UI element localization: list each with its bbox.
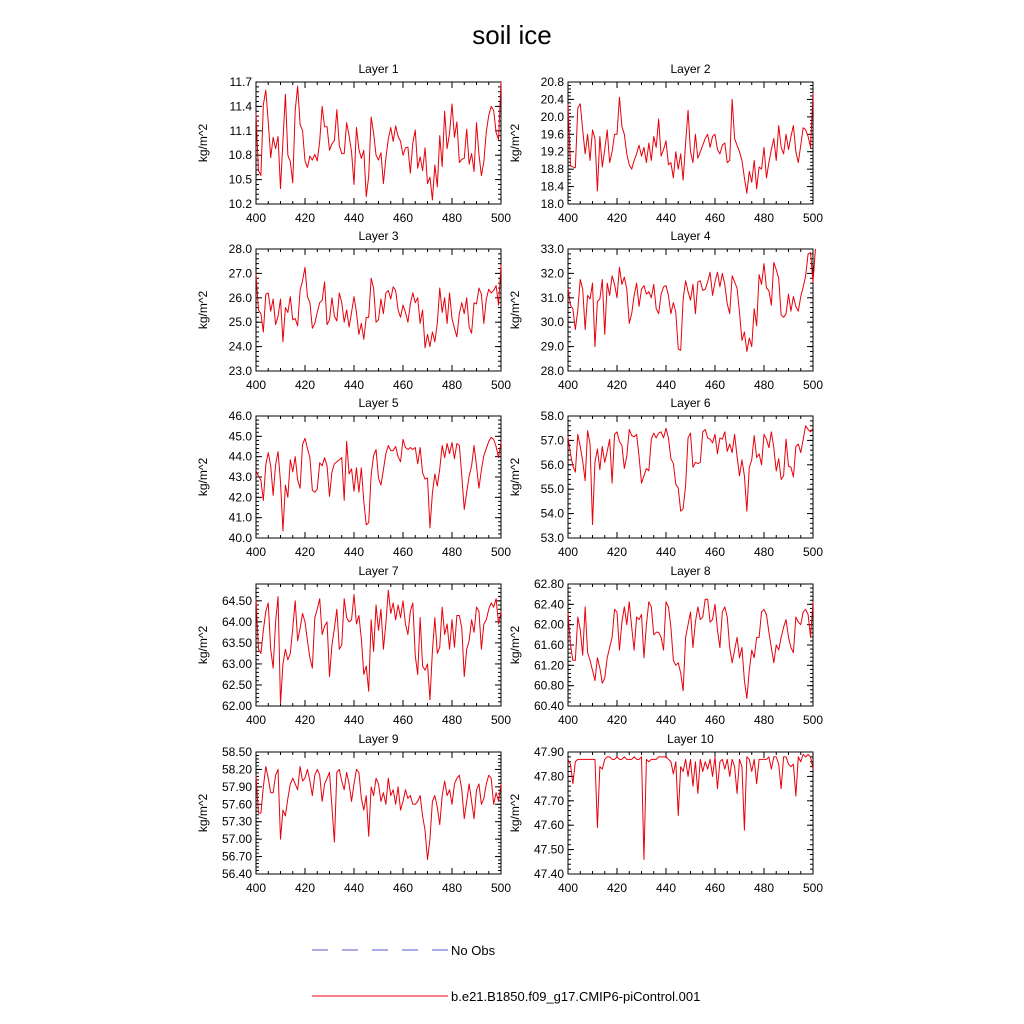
y-tick-label: 10.2	[228, 197, 252, 211]
y-tick-label: 18.8	[540, 162, 564, 177]
y-axis-label: kg/m^2	[508, 793, 522, 833]
x-tick-label: 480	[441, 545, 463, 559]
y-tick-label: 63.50	[221, 635, 252, 650]
series-line	[568, 599, 813, 698]
x-tick-label: 460	[392, 211, 414, 225]
y-tick-label: 23.0	[228, 364, 252, 378]
x-tick-label: 440	[655, 545, 677, 559]
series-line	[256, 82, 501, 200]
series-line	[256, 437, 501, 531]
x-tick-label: 500	[490, 211, 512, 225]
panel-title: Layer 9	[358, 732, 399, 746]
x-tick-label: 480	[753, 713, 775, 727]
y-tick-label: 61.20	[533, 658, 564, 673]
y-tick-label: 27.0	[228, 266, 252, 281]
x-tick-label: 420	[294, 713, 316, 727]
y-tick-label: 57.60	[221, 797, 252, 812]
x-tick-label: 440	[343, 211, 365, 225]
x-tick-label: 420	[606, 713, 628, 727]
y-tick-label: 28.0	[540, 364, 564, 378]
y-tick-label: 58.20	[221, 762, 252, 777]
series-line	[568, 754, 813, 859]
y-tick-label: 19.6	[540, 127, 564, 142]
x-tick-label: 500	[490, 545, 512, 559]
y-axis-label: kg/m^2	[508, 457, 522, 497]
y-tick-label: 54.0	[540, 506, 564, 521]
x-tick-label: 500	[802, 211, 824, 225]
y-tick-label: 11.7	[229, 75, 252, 89]
y-tick-label: 25.0	[228, 315, 252, 330]
y-tick-label: 53.0	[540, 531, 564, 545]
x-tick-label: 500	[490, 378, 512, 392]
y-tick-label: 61.60	[533, 638, 564, 652]
y-axis-label: kg/m^2	[196, 457, 210, 497]
plot-frame	[256, 249, 501, 371]
panel-layer-5	[196, 396, 511, 559]
x-tick-label: 440	[343, 378, 365, 392]
y-tick-label: 56.0	[540, 457, 564, 472]
y-tick-label: 47.40	[533, 867, 564, 881]
panel-layer-7	[196, 564, 511, 727]
y-tick-label: 18.4	[540, 179, 564, 194]
y-tick-label: 20.8	[540, 75, 564, 89]
panel-title: Layer 2	[670, 62, 711, 76]
x-tick-label: 500	[802, 545, 824, 559]
x-tick-label: 400	[557, 713, 579, 727]
panel-title: Layer 10	[667, 732, 714, 746]
x-tick-label: 400	[245, 881, 267, 895]
x-tick-label: 420	[606, 881, 628, 895]
series-line	[568, 249, 815, 351]
x-tick-label: 420	[606, 211, 628, 225]
x-tick-label: 480	[753, 378, 775, 392]
y-tick-label: 41.0	[228, 510, 252, 525]
x-tick-label: 460	[704, 545, 726, 559]
y-axis-label: kg/m^2	[508, 123, 522, 163]
x-tick-label: 440	[655, 211, 677, 225]
x-tick-label: 400	[245, 211, 267, 225]
x-tick-label: 440	[655, 378, 677, 392]
y-tick-label: 62.80	[533, 577, 564, 591]
series-line	[256, 265, 501, 348]
y-tick-label: 64.00	[221, 614, 252, 629]
x-tick-label: 420	[294, 545, 316, 559]
x-tick-label: 420	[294, 378, 316, 392]
panel-layer-2	[508, 62, 823, 225]
plot-frame	[256, 584, 501, 706]
y-tick-label: 62.40	[533, 597, 564, 612]
x-tick-label: 400	[245, 713, 267, 727]
y-axis-label: kg/m^2	[196, 290, 210, 330]
panel-title: Layer 1	[358, 62, 399, 76]
panel-title: Layer 8	[670, 564, 711, 578]
y-tick-label: 18.0	[540, 197, 564, 211]
panel-layer-9	[196, 732, 511, 895]
y-tick-label: 26.0	[228, 290, 252, 305]
y-tick-label: 58.0	[540, 409, 564, 423]
y-tick-label: 47.90	[533, 745, 564, 759]
panel-layer-8	[508, 564, 823, 727]
y-tick-label: 56.40	[221, 867, 252, 881]
y-tick-label: 57.30	[221, 814, 252, 829]
y-tick-label: 11.1	[229, 123, 252, 138]
series-line	[568, 93, 813, 193]
x-tick-label: 440	[343, 881, 365, 895]
x-tick-label: 400	[245, 545, 267, 559]
y-tick-label: 19.2	[540, 144, 564, 159]
panel-title: Layer 4	[670, 229, 711, 243]
y-tick-label: 62.00	[221, 699, 252, 713]
y-tick-label: 47.80	[533, 769, 564, 784]
x-tick-label: 500	[490, 713, 512, 727]
x-tick-label: 420	[606, 378, 628, 392]
x-tick-label: 440	[343, 713, 365, 727]
y-tick-label: 57.0	[540, 433, 564, 448]
y-tick-label: 24.0	[228, 339, 252, 354]
x-tick-label: 460	[392, 713, 414, 727]
series-line	[568, 426, 813, 525]
legend	[312, 943, 700, 1004]
panel-layer-1	[196, 62, 511, 225]
y-tick-label: 46.0	[228, 409, 252, 423]
x-tick-label: 420	[294, 211, 316, 225]
x-tick-label: 460	[392, 545, 414, 559]
y-tick-label: 40.0	[228, 531, 252, 545]
x-tick-label: 400	[557, 378, 579, 392]
x-tick-label: 460	[704, 378, 726, 392]
y-axis-label: kg/m^2	[508, 290, 522, 330]
y-tick-label: 10.5	[228, 172, 252, 187]
x-tick-label: 460	[704, 881, 726, 895]
y-tick-label: 11.4	[229, 99, 252, 114]
x-tick-label: 460	[704, 211, 726, 225]
y-tick-label: 28.0	[228, 242, 252, 256]
panel-title: Layer 7	[358, 564, 399, 578]
panel-title: Layer 3	[358, 229, 399, 243]
panel-layer-10	[508, 732, 823, 895]
x-tick-label: 500	[802, 881, 824, 895]
y-tick-label: 56.70	[221, 849, 252, 864]
y-tick-label: 33.0	[540, 242, 564, 256]
x-tick-label: 400	[557, 545, 579, 559]
x-tick-label: 480	[441, 378, 463, 392]
y-tick-label: 64.50	[221, 593, 252, 608]
panel-layer-4	[508, 229, 823, 392]
plot-frame	[568, 752, 813, 874]
y-tick-label: 57.90	[221, 779, 252, 794]
y-tick-label: 30.0	[540, 315, 564, 330]
y-axis-label: kg/m^2	[196, 625, 210, 665]
y-tick-label: 57.00	[221, 832, 252, 847]
x-tick-label: 500	[802, 713, 824, 727]
y-tick-label: 62.00	[533, 617, 564, 632]
x-tick-label: 460	[392, 378, 414, 392]
y-tick-label: 47.50	[533, 842, 564, 857]
x-tick-label: 420	[294, 881, 316, 895]
y-axis-label: kg/m^2	[508, 625, 522, 665]
x-tick-label: 400	[245, 378, 267, 392]
x-tick-label: 440	[655, 713, 677, 727]
x-tick-label: 460	[392, 881, 414, 895]
y-tick-label: 20.0	[540, 109, 564, 124]
y-tick-label: 63.00	[221, 656, 252, 671]
plot-frame	[568, 249, 813, 371]
y-tick-label: 43.0	[228, 470, 252, 484]
y-tick-label: 29.0	[540, 339, 564, 354]
plot-frame	[256, 82, 501, 204]
y-tick-label: 45.0	[228, 429, 252, 444]
y-tick-label: 42.0	[228, 490, 252, 505]
x-tick-label: 500	[490, 881, 512, 895]
x-tick-label: 480	[753, 211, 775, 225]
x-tick-label: 480	[753, 881, 775, 895]
x-tick-label: 480	[441, 881, 463, 895]
y-tick-label: 31.0	[540, 290, 564, 305]
x-tick-label: 480	[441, 713, 463, 727]
x-tick-label: 440	[343, 545, 365, 559]
x-tick-label: 500	[802, 378, 824, 392]
x-tick-label: 400	[557, 881, 579, 895]
x-tick-label: 460	[704, 713, 726, 727]
y-tick-label: 58.50	[221, 745, 252, 759]
y-tick-label: 47.60	[533, 818, 564, 833]
panel-layer-3	[196, 229, 511, 392]
y-axis-label: kg/m^2	[196, 123, 210, 163]
panel-title: Layer 6	[670, 396, 711, 410]
panel-layer-6	[508, 396, 823, 559]
layer-panels	[196, 62, 823, 895]
figure-title: soil ice	[472, 20, 552, 50]
series-line	[256, 590, 501, 704]
y-tick-label: 10.8	[228, 148, 252, 163]
plot-frame	[568, 82, 813, 204]
y-axis-label: kg/m^2	[196, 793, 210, 833]
x-tick-label: 480	[753, 545, 775, 559]
y-tick-label: 62.50	[221, 677, 252, 692]
y-tick-label: 60.40	[533, 699, 564, 713]
panel-title: Layer 5	[358, 396, 399, 410]
y-tick-label: 60.80	[533, 678, 564, 693]
y-tick-label: 55.0	[540, 482, 564, 497]
y-tick-label: 47.70	[533, 793, 564, 808]
x-tick-label: 480	[441, 211, 463, 225]
series-line	[256, 767, 501, 860]
x-tick-label: 400	[557, 211, 579, 225]
legend-picontrol-label: b.e21.B1850.f09_g17.CMIP6-piControl.001	[451, 989, 701, 1004]
legend-no-obs-label: No Obs	[451, 943, 496, 958]
x-tick-label: 420	[606, 545, 628, 559]
x-tick-label: 440	[655, 881, 677, 895]
y-tick-label: 44.0	[228, 449, 252, 464]
y-tick-label: 20.4	[540, 92, 564, 107]
y-tick-label: 32.0	[540, 266, 564, 281]
